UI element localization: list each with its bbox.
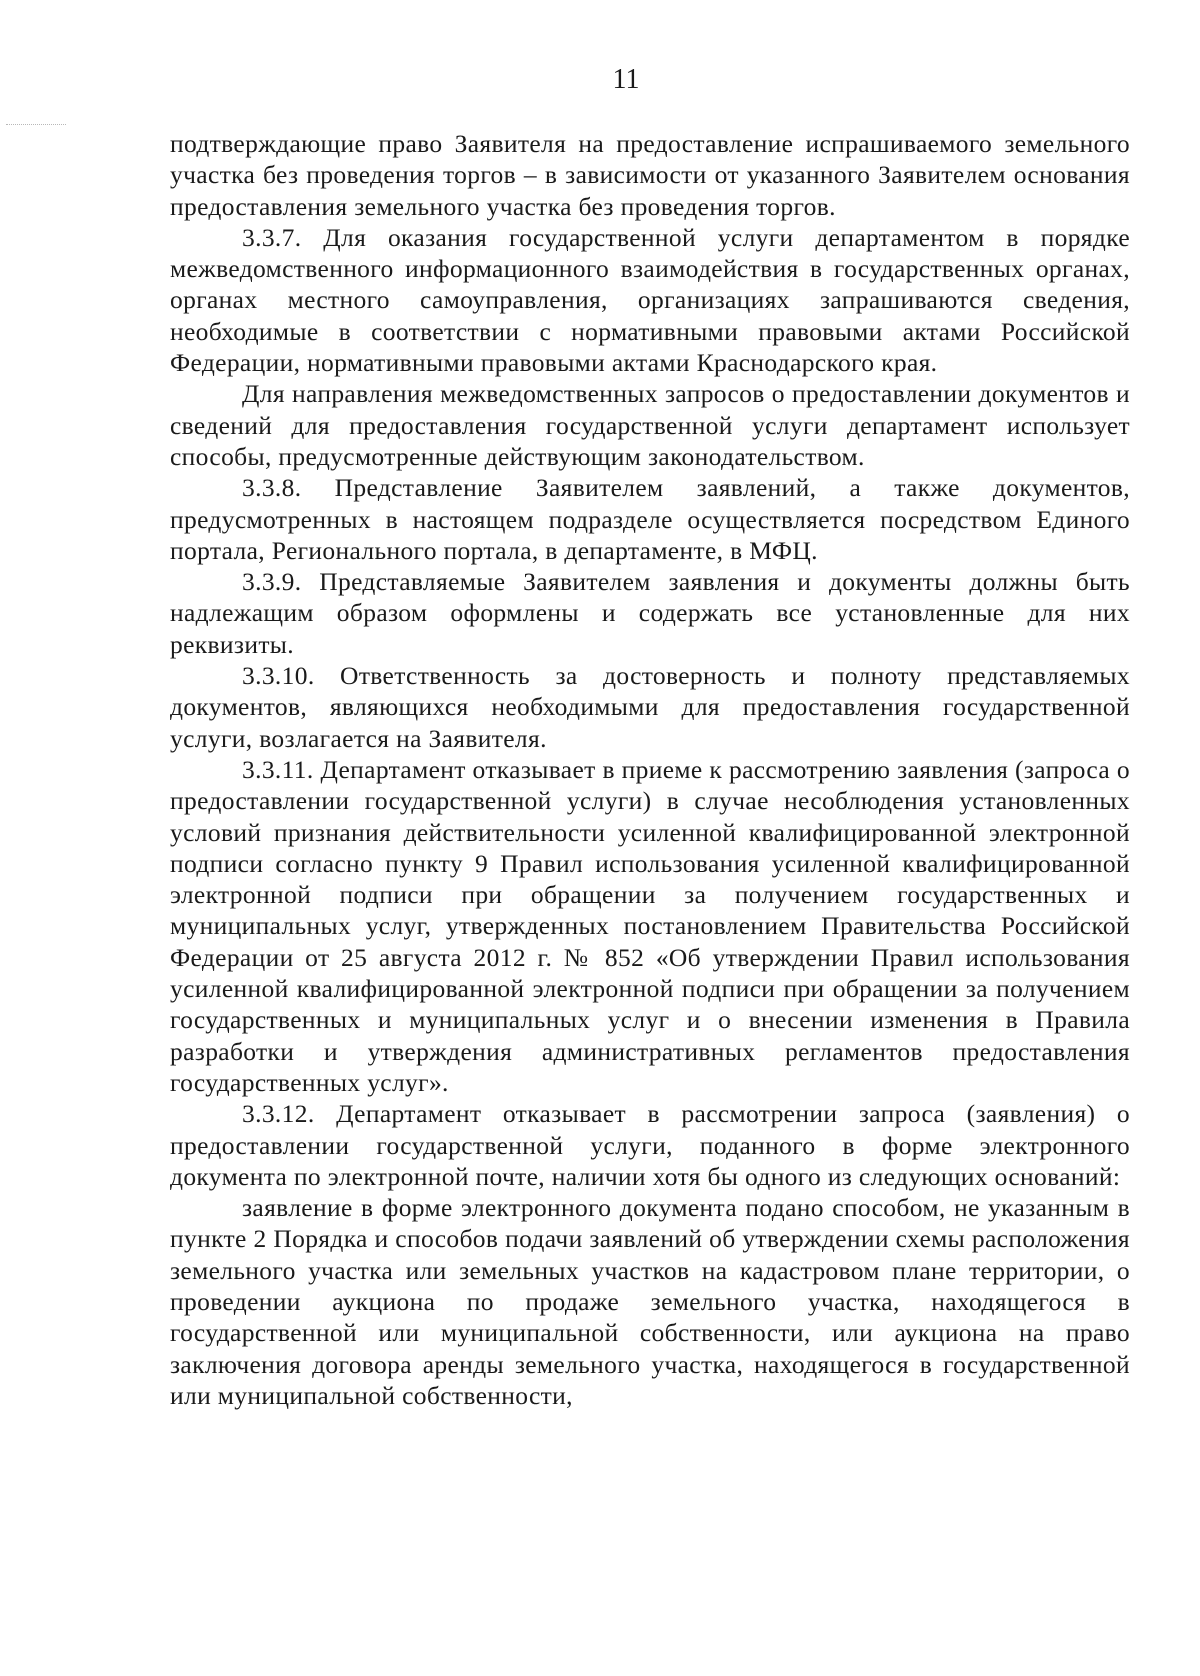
paragraph-3-3-8: 3.3.8. Представление Заявителем заявлений, а также документов, предусмотренных в настоящем подразделе осуществляется посредством Единого портала, Регионального портала, в департаменте, в МФЦ.: [170, 473, 1130, 565]
paragraph-3-3-11: 3.3.11. Департамент отказывает в приеме к рассмотрению заявления (запроса о предоставлении государственной услуги) в случае несоблюдения установленных условий признания действительности усиленной квалифицированной электронной подписи согласно пункту 9 Правил использования усиленной квалифицированной электронной подписи при обращении за получением государственных и муниципальных услуг, утвержденных постановлением Правительства Российской Федерации от 25 августа 2012 г. № 852 «Об утверждении Правил использования усиленной квалифицированной электронной подписи при обращении за получением государственных и муниципальных услуг и о внесении изменения в Правила разработки и утверждения административных регламентов предоставления государственных услуг».: [170, 754, 1130, 1097]
paragraph-interagency-requests: Для направления межведомственных запросов о предоставлении документов и сведений для предоставления государственной услуги департамент использует способы, предусмотренные действующим законодательством.: [170, 379, 1130, 471]
paragraph-ground-electronic-form: заявление в форме электронного документа подано способом, не указанным в пункте 2 Порядка и способов подачи заявлений об утверждении схемы расположения земельного участка или земельных участков на кадастровом плане территории, о проведении аукциона по продаже земельного участка, находящегося в государственной или муниципальной собственности, или аукциона на право заключения договора аренды земельного участка, находящегося в государственной или муниципальной собственности,: [170, 1193, 1130, 1410]
scan-artifact-line: [6, 124, 66, 125]
paragraph-3-3-10: 3.3.10. Ответственность за достоверность и полноту представляемых документов, являющихся необходимыми для предоставления государственной услуги, возлагается на Заявителя.: [170, 661, 1130, 753]
paragraph-3-3-9: 3.3.9. Представляемые Заявителем заявления и документы должны быть надлежащим образом оформлены и содержать все установленные для них реквизиты.: [170, 567, 1130, 659]
paragraph-3-3-12: 3.3.12. Департамент отказывает в рассмотрении запроса (заявления) о предоставлении государственной услуги, поданного в форме электронного документа по электронной почте, наличии хотя бы одного из следующих оснований:: [170, 1099, 1130, 1191]
paragraph-3-3-7: 3.3.7. Для оказания государственной услуги департаментом в порядке межведомственного информационного взаимодействия в государственных органах, органах местного самоуправления, организациях запрашиваются сведения, необходимые в соответствии с нормативными правовыми актами Российской Федерации, нормативными правовыми актами Краснодарского края.: [170, 222, 1130, 378]
page-number: 11: [612, 64, 640, 95]
document-body: [170, 128, 1130, 1411]
paragraph-continuation: подтверждающие право Заявителя на предоставление испрашиваемого земельного участка без проведения торгов – в зависимости от указанного Заявителем основания предоставления земельного участка без проведения торгов.: [170, 129, 1130, 221]
